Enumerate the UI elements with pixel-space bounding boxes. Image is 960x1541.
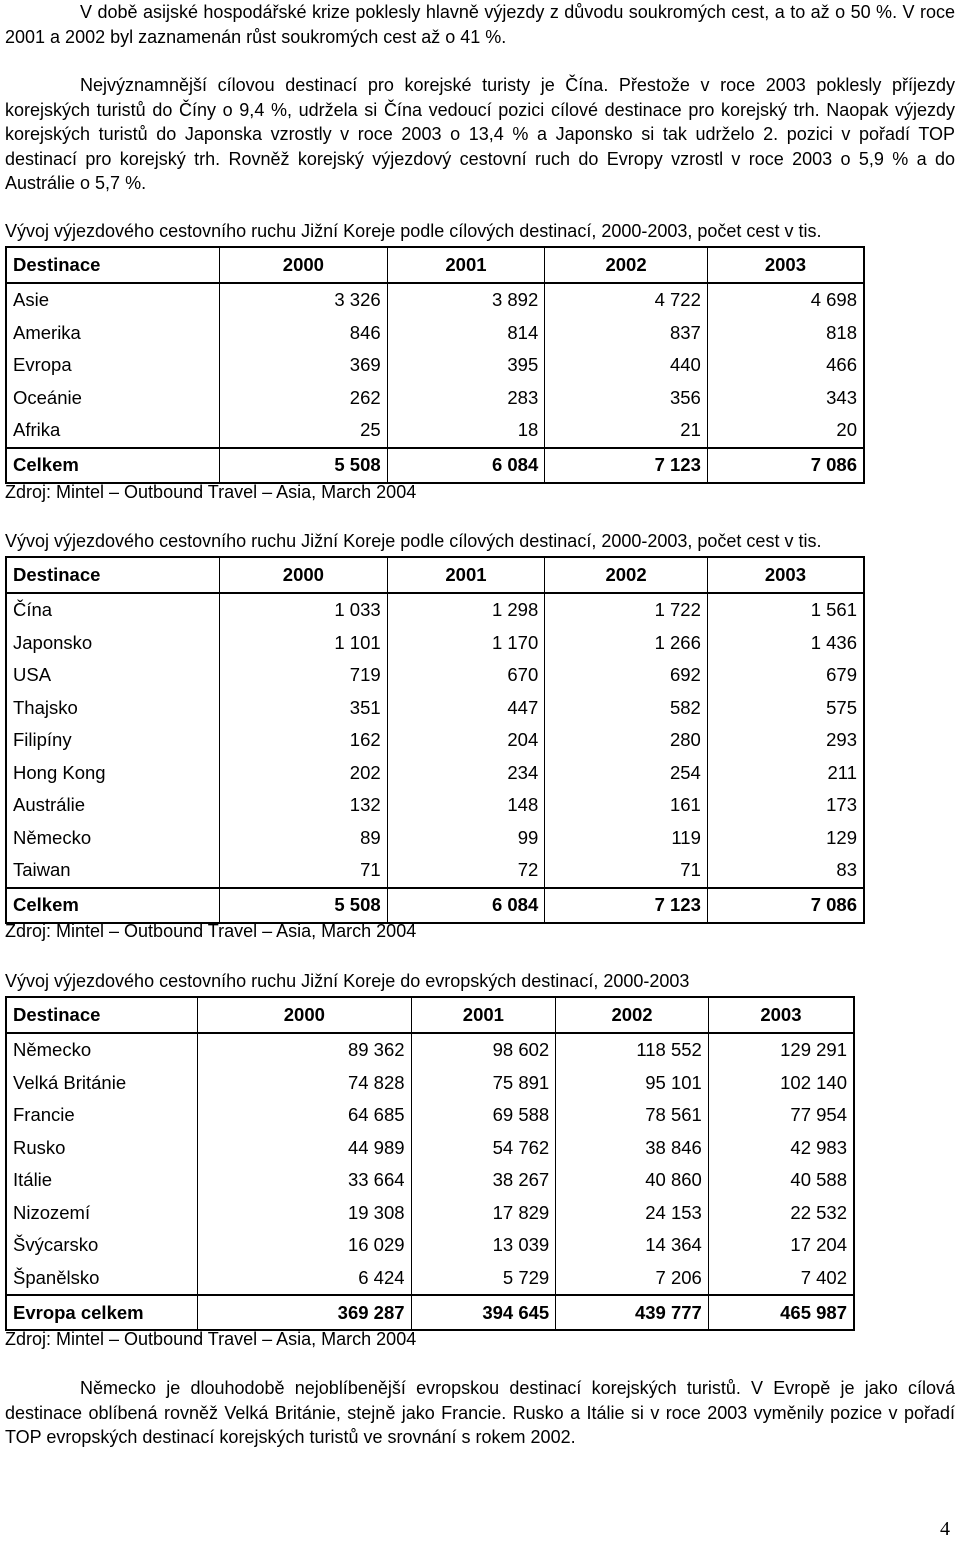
column-header: 2000	[220, 557, 388, 593]
table-cell: 280	[545, 724, 708, 757]
table-cell: 98 602	[411, 1033, 556, 1067]
table-cell: 161	[545, 789, 708, 822]
table-cell: 719	[220, 659, 388, 692]
table-cell: 64 685	[198, 1099, 411, 1132]
row-label: USA	[6, 659, 220, 692]
total-cell: 394 645	[411, 1295, 556, 1330]
table-cell: 25	[220, 414, 388, 448]
total-cell: 6 084	[387, 888, 545, 923]
row-label: Taiwan	[6, 854, 220, 888]
row-label: Čína	[6, 593, 220, 627]
total-cell: 369 287	[198, 1295, 411, 1330]
table-cell: 6 424	[198, 1262, 411, 1296]
table-cell: 1 722	[545, 593, 708, 627]
table-cell: 18	[387, 414, 545, 448]
row-label: Evropa	[6, 349, 220, 382]
table-cell: 17 204	[708, 1229, 854, 1262]
column-header: Destinace	[6, 997, 198, 1033]
table-cell: 7 402	[708, 1262, 854, 1296]
table-header-row	[6, 557, 864, 593]
row-label: Itálie	[6, 1164, 198, 1197]
row-label: Německo	[6, 822, 220, 855]
table-cell: 119	[545, 822, 708, 855]
table-cell: 17 829	[411, 1197, 556, 1230]
table-cell: 369	[220, 349, 388, 382]
table-countries	[5, 556, 865, 924]
table-cell: 148	[387, 789, 545, 822]
table-cell: 837	[545, 317, 708, 350]
table-cell: 69 588	[411, 1099, 556, 1132]
table-cell: 4 698	[707, 283, 864, 317]
table-cell: 7 206	[556, 1262, 709, 1296]
table-cell: 262	[220, 382, 388, 415]
intro-paragraph-1	[5, 0, 955, 49]
total-cell: 5 508	[220, 448, 388, 483]
table-cell: 440	[545, 349, 708, 382]
table-cell: 283	[387, 382, 545, 415]
page-number: 4	[940, 1518, 950, 1540]
outro-paragraph	[5, 1376, 955, 1450]
table-row	[6, 593, 864, 627]
table-total-row	[6, 888, 864, 923]
outro-text: Německo je dlouhodobě nejoblíbenější evropskou destinací korejských turistů. V Evropě je jako cílová destinace oblíbená rovněž Velká Británie, stejně jako Francie. Rusko a Itálie si v roce 2003 vyměnily pozice v pořadí TOP evropských destinací korejských turistů ve srovnání s rokem 2002.	[5, 1378, 955, 1447]
table-row	[6, 1262, 854, 1296]
total-cell: 7 086	[707, 448, 864, 483]
table-row	[6, 854, 864, 888]
column-header: 2003	[707, 247, 864, 283]
table-row	[6, 1099, 854, 1132]
table-cell: 83	[707, 854, 864, 888]
row-label: Thajsko	[6, 692, 220, 725]
total-label: Celkem	[6, 448, 220, 483]
table-header-row	[6, 997, 854, 1033]
table-cell: 102 140	[708, 1067, 854, 1100]
table-cell: 38 267	[411, 1164, 556, 1197]
column-header: 2002	[556, 997, 709, 1033]
table-cell: 173	[707, 789, 864, 822]
row-label: Filipíny	[6, 724, 220, 757]
table-cell: 40 860	[556, 1164, 709, 1197]
table-cell: 5 729	[411, 1262, 556, 1296]
table-cell: 99	[387, 822, 545, 855]
total-cell: 7 123	[545, 448, 708, 483]
row-label: Španělsko	[6, 1262, 198, 1296]
table-cell: 1 436	[707, 627, 864, 660]
column-header: 2001	[411, 997, 556, 1033]
table-total-row	[6, 448, 864, 483]
table-cell: 19 308	[198, 1197, 411, 1230]
table2-caption: Vývoj výjezdového cestovního ruchu Jižní Koreje podle cílových destinací, 2000-2003, počet cest v tis.	[5, 531, 822, 551]
table-cell: 24 153	[556, 1197, 709, 1230]
table-row	[6, 382, 864, 415]
table-row	[6, 1132, 854, 1165]
intro-text-2: Nejvýznamnější cílovou destinací pro korejské turisty je Čína. Přestože v roce 2003 poklesly příjezdy korejských turistů do Číny o 9,4 %, udržela si Čína vedoucí pozici cílové destinace pro korejský trh. Naopak výjezdy korejských turistů do Japonska vzrostly v roce 2003 o 13,4 % a Japonsko si tak udrželo 2. pozici v pořadí TOP destinací pro korejský trh. Rovněž korejský výjezdový cestovní ruch do Evropy vzrostl v roce 2003 o 5,9 % a do Austrálie o 5,7 %.	[5, 75, 955, 193]
table-cell: 71	[220, 854, 388, 888]
table-cell: 692	[545, 659, 708, 692]
table-row	[6, 1197, 854, 1230]
table3-source: Zdroj: Mintel – Outbound Travel – Asia, March 2004	[5, 1329, 417, 1349]
column-header: 2002	[545, 557, 708, 593]
table-cell: 818	[707, 317, 864, 350]
table-cell: 343	[707, 382, 864, 415]
row-label: Austrálie	[6, 789, 220, 822]
table-cell: 95 101	[556, 1067, 709, 1100]
table-cell: 4 722	[545, 283, 708, 317]
table-cell: 293	[707, 724, 864, 757]
table-cell: 3 326	[220, 283, 388, 317]
column-header: 2000	[220, 247, 388, 283]
table-cell: 254	[545, 757, 708, 790]
table-row	[6, 724, 864, 757]
table-cell: 679	[707, 659, 864, 692]
table-cell: 1 033	[220, 593, 388, 627]
table-cell: 38 846	[556, 1132, 709, 1165]
table-cell: 202	[220, 757, 388, 790]
row-label: Amerika	[6, 317, 220, 350]
table-cell: 21	[545, 414, 708, 448]
table-cell: 40 588	[708, 1164, 854, 1197]
table-cell: 3 892	[387, 283, 545, 317]
table-cell: 575	[707, 692, 864, 725]
total-cell: 7 123	[545, 888, 708, 923]
column-header: 2002	[545, 247, 708, 283]
total-cell: 5 508	[220, 888, 388, 923]
column-header: 2003	[708, 997, 854, 1033]
table-row	[6, 822, 864, 855]
table-cell: 33 664	[198, 1164, 411, 1197]
total-cell: 465 987	[708, 1295, 854, 1330]
table-cell: 466	[707, 349, 864, 382]
table1-source: Zdroj: Mintel – Outbound Travel – Asia, March 2004	[5, 482, 417, 502]
table-total-row	[6, 1295, 854, 1330]
table-europe	[5, 996, 855, 1331]
table2-source: Zdroj: Mintel – Outbound Travel – Asia, March 2004	[5, 921, 417, 941]
total-label: Celkem	[6, 888, 220, 923]
table-cell: 1 298	[387, 593, 545, 627]
table-cell: 42 983	[708, 1132, 854, 1165]
table-row	[6, 1067, 854, 1100]
table-row	[6, 692, 864, 725]
table-cell: 89	[220, 822, 388, 855]
table-row	[6, 1164, 854, 1197]
row-label: Oceánie	[6, 382, 220, 415]
table-cell: 395	[387, 349, 545, 382]
table-cell: 351	[220, 692, 388, 725]
row-label: Německo	[6, 1033, 198, 1067]
table3-caption: Vývoj výjezdového cestovního ruchu Jižní Koreje do evropských destinací, 2000-2003	[5, 971, 690, 991]
table-cell: 72	[387, 854, 545, 888]
total-label: Evropa celkem	[6, 1295, 198, 1330]
table-cell: 74 828	[198, 1067, 411, 1100]
row-label: Afrika	[6, 414, 220, 448]
row-label: Japonsko	[6, 627, 220, 660]
table-row	[6, 627, 864, 660]
row-label: Rusko	[6, 1132, 198, 1165]
table-cell: 234	[387, 757, 545, 790]
table-cell: 132	[220, 789, 388, 822]
table-header-row	[6, 247, 864, 283]
table-cell: 582	[545, 692, 708, 725]
total-cell: 7 086	[707, 888, 864, 923]
row-label: Velká Británie	[6, 1067, 198, 1100]
table-cell: 814	[387, 317, 545, 350]
table-cell: 1 266	[545, 627, 708, 660]
table-row	[6, 349, 864, 382]
column-header: Destinace	[6, 557, 220, 593]
column-header: Destinace	[6, 247, 220, 283]
table-cell: 846	[220, 317, 388, 350]
table-cell: 447	[387, 692, 545, 725]
total-cell: 439 777	[556, 1295, 709, 1330]
table-cell: 1 101	[220, 627, 388, 660]
table-row	[6, 757, 864, 790]
table-row	[6, 414, 864, 448]
table-cell: 162	[220, 724, 388, 757]
table-cell: 14 364	[556, 1229, 709, 1262]
row-label: Asie	[6, 283, 220, 317]
column-header: 2000	[198, 997, 411, 1033]
table-cell: 78 561	[556, 1099, 709, 1132]
table-cell: 1 561	[707, 593, 864, 627]
table-cell: 204	[387, 724, 545, 757]
table-continents	[5, 246, 865, 484]
table-row	[6, 1033, 854, 1067]
table-cell: 118 552	[556, 1033, 709, 1067]
table-cell: 22 532	[708, 1197, 854, 1230]
row-label: Francie	[6, 1099, 198, 1132]
table-row	[6, 283, 864, 317]
table-cell: 75 891	[411, 1067, 556, 1100]
table-cell: 129	[707, 822, 864, 855]
table-cell: 54 762	[411, 1132, 556, 1165]
table-row	[6, 317, 864, 350]
row-label: Švýcarsko	[6, 1229, 198, 1262]
table-cell: 89 362	[198, 1033, 411, 1067]
column-header: 2001	[387, 557, 545, 593]
table-row	[6, 1229, 854, 1262]
table-cell: 77 954	[708, 1099, 854, 1132]
table-row	[6, 789, 864, 822]
table-cell: 356	[545, 382, 708, 415]
table1-caption: Vývoj výjezdového cestovního ruchu Jižní Koreje podle cílových destinací, 2000-2003, počet cest v tis.	[5, 221, 822, 241]
table-cell: 211	[707, 757, 864, 790]
table-cell: 129 291	[708, 1033, 854, 1067]
intro-paragraph-2	[5, 73, 955, 196]
table-cell: 44 989	[198, 1132, 411, 1165]
row-label: Nizozemí	[6, 1197, 198, 1230]
table-cell: 1 170	[387, 627, 545, 660]
table-cell: 20	[707, 414, 864, 448]
table-cell: 71	[545, 854, 708, 888]
table-cell: 670	[387, 659, 545, 692]
table-cell: 16 029	[198, 1229, 411, 1262]
intro-text-1: V době asijské hospodářské krize poklesly hlavně výjezdy z důvodu soukromých cest, a to až o 50 %. V roce 2001 a 2002 byl zaznamenán růst soukromých cest až o 41 %.	[5, 2, 955, 47]
table-cell: 13 039	[411, 1229, 556, 1262]
table-row	[6, 659, 864, 692]
total-cell: 6 084	[387, 448, 545, 483]
row-label: Hong Kong	[6, 757, 220, 790]
column-header: 2001	[387, 247, 545, 283]
column-header: 2003	[707, 557, 864, 593]
